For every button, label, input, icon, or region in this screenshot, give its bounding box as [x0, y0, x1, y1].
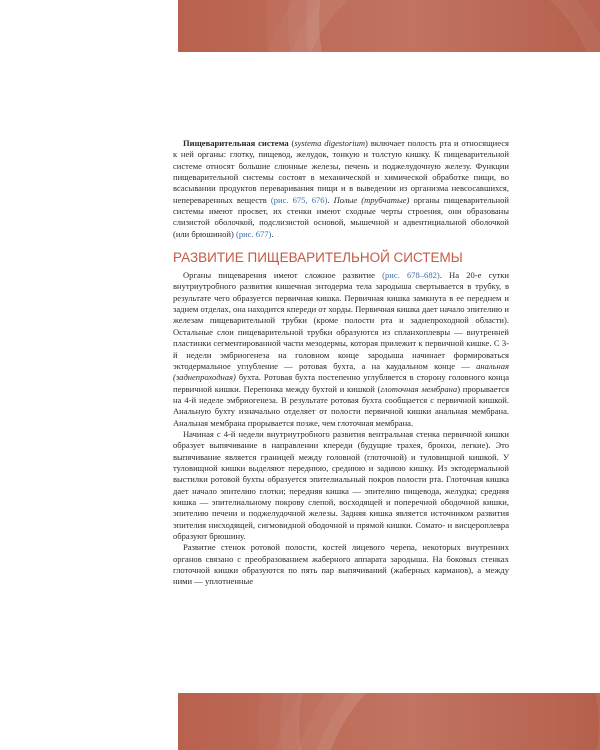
footer-decorative-band [178, 693, 600, 750]
intro-text-3: органы пищеварительной системы имеют просвет, их стенки имеют сходные черты строения, они образованы слизистой оболочкой, подслизистой основой, мышечной и адвентициальной оболочкой (или брюшиной) [173, 194, 509, 239]
section-heading: РАЗВИТИЕ ПИЩЕВАРИТЕЛЬНОЙ СИСТЕМЫ [173, 250, 463, 266]
header-ornament-secondary [298, 0, 600, 52]
p1-text-4: ) прорывается на 4-й неделе эмбриогенеза. В результате ротовая бухта сообщается с первичной кишкой. Анальную бухту изначально отделяет от полости первичной кишки анальная мембрана. Анальная мембрана прорывается позже, чем глоточная мембрана. [173, 383, 510, 428]
development-paragraph-3: Развитие стенок ротовой полости, костей лицевого черепа, некоторых внутренних органов связано с преобразованием жаберного аппарата зародыша. На боковых стенках глоточной кишки образуются по пять пар выпячиваний (жаберных карманов), а между ними — уплотненные [173, 542, 509, 587]
intro-text-1: включает полость рта и относящиеся к ней органы: глотку, пищевод, желудок, тонкую и толстую кишку. К пищеварительной системе относят большие слюнные железы, печень и поджелудочную железу. Функции пищеварительной системы состоят в механической и химической обработке пищи, во всасывании продуктов переваривания пищи и в выведении из организма невсосавшихся, непереваренных веществ [173, 138, 509, 205]
footer-ornament-secondary [298, 693, 600, 750]
intro-emphasis-hollow-organs: Полые (трубчатые) [333, 194, 410, 205]
figure-ref-677[interactable]: (рис. 677) [235, 228, 272, 239]
header-decorative-band [178, 0, 600, 52]
intro-latin-term: systema digestorium [294, 138, 366, 148]
development-paragraph-2: Начиная с 4-й недели внутриутробного развития вентральная стенка первичной кишки образует выпячивание в направлении кпереди (будущие трахея, бронхи, легкие). Это выпячивание является границей между головной (глоточной) и туловищной кишкой. У туловищной кишки выделяют переднюю, среднюю и заднюю кишку. Из эктодермальной выстилки ротовой бухты образуется эпителиальный покров полости рта. Глоточная кишка дает начало эпителию глотки; передняя кишка — эпителию пищевода, желудка; средняя кишка — эпителиальному покрову слепой, восходящей и поперечной ободочной кишки, эпителию печени и поджелудочной железы. Задняя кишка является источником развития эпителия нисходящей, сигмовидной ободочной и прямой кишки. Сомато- и висцероплевра образуют брюшину. [173, 428, 509, 541]
text-column [173, 138, 509, 588]
p1-emphasis-anal-bay: анальная (заднепроходная) [173, 360, 509, 383]
development-paragraph-1 [173, 270, 509, 429]
p1-text-1: Органы пищеварения имеют сложное развитие [183, 270, 375, 281]
intro-text-2: . [327, 194, 334, 205]
intro-text-4: . [271, 228, 274, 239]
p1-text-3: бухта. Ротовая бухта постепенно углубляется в сторону головного конца первичной кишки. Перепонка между бухтой и кишкой ( [173, 372, 509, 394]
p1-text-2: . На 20-е сутки внутриутробного развития кишечная энтодерма тела зародыша свертывается в трубку, в результате чего образуется первичная кишка. Первичная кишка замкнута в ее переднем и заднем отделах, она находится кпереди от хорды. Первичная кишка дает начало эпителию и железам пищеварительной трубки (кроме полости рта и заднепроходной области). Остальные слои пищеварительной трубки образуются из спланхоплевры — внутренней пластинки сегментированной части мезодермы, которая прилежит к первичной кишке. С 3-й недели эмбриогенеза на головном конце зародыша начинает формироваться эктодермальное углубление — ротовая бухта, а на каудальном конце — [173, 270, 510, 371]
intro-term: Пищеварительная система [183, 138, 289, 148]
figure-ref-678-682[interactable]: (рис. 678–682) [382, 270, 440, 281]
p1-emphasis-pharyngeal-membrane: глоточная мембрана [380, 383, 458, 394]
intro-paragraph: Пищеварительная система (systema digestorium) включает полость рта и относящиеся к ней органы: глотку, пищевод, желудок, тонкую и толстую кишку. К пищеварительной системе относят большие слюнные железы, печень и поджелудочную железу. Функции пищеварительной системы состоят в механической и химической обработке пищи, во всасывании продуктов переваривания пищи и в выведении из организма невсосавшихся, непереваренных веществ (рис. 675, 676). Полые (трубчатые) органы пищеварительной системы имеют просвет, их стенки имеют сходные черты строения, они образованы слизистой оболочкой, подслизистой основой, мышечной и адвентициальной оболочкой (или брюшиной) (рис. 677). [173, 138, 509, 239]
figure-ref-675-676[interactable]: (рис. 675, 676) [270, 194, 328, 205]
